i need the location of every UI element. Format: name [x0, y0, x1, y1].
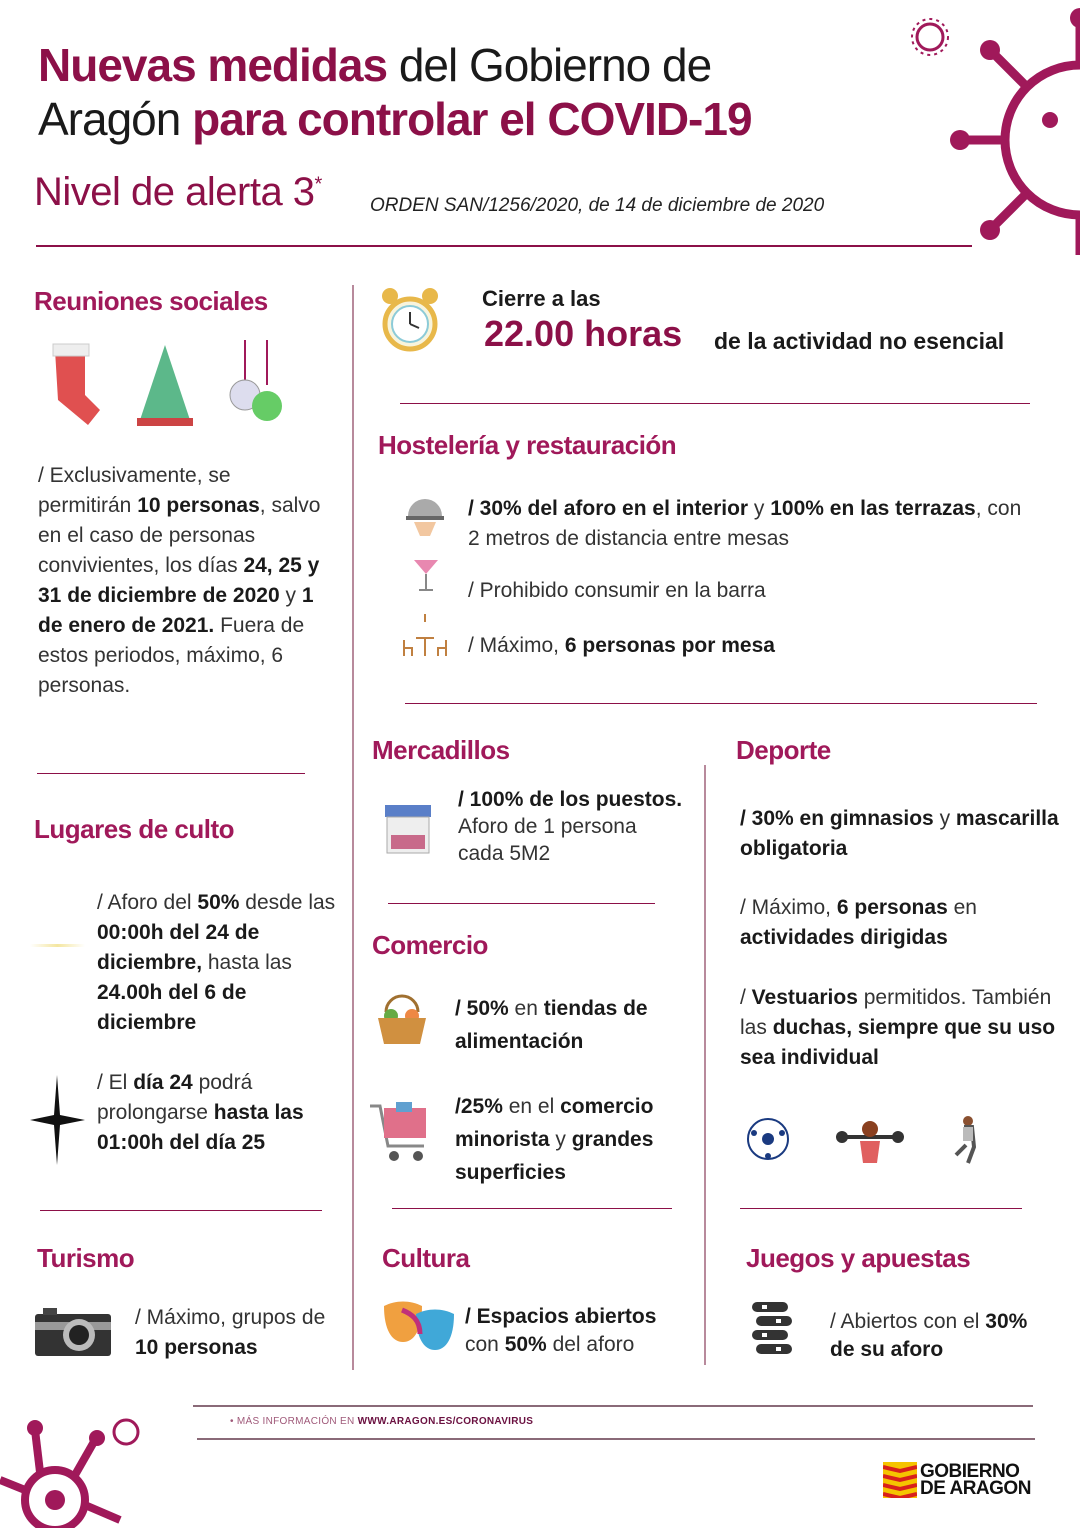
more-info-label: MÁS INFORMACIÓN EN: [236, 1416, 358, 1427]
alert-level: [34, 170, 322, 215]
bold-text-segment: / 50%: [455, 997, 509, 1020]
turismo-text: [135, 1303, 335, 1363]
theater-masks-icon: [382, 1300, 457, 1355]
more-info: • MÁS INFORMACIÓN EN WWW.ARAGON.ES/CORONAVIRUS: [230, 1416, 534, 1427]
cocktail-glass-icon: [412, 550, 440, 595]
bold-text-segment: / Espacios abiertos: [465, 1305, 657, 1328]
logo-line-2: DE ARAGON: [920, 1478, 1031, 1499]
hosteleria-item-3: [468, 631, 1028, 661]
bold-text-segment: / 100% de los puestos.: [458, 788, 683, 811]
shopping-cart-icon: [368, 1100, 432, 1166]
reuniones-text: [38, 461, 328, 701]
bold-text-segment: 100% en las terrazas: [770, 497, 976, 520]
bold-text-segment: / 30% en gimnasios: [740, 807, 934, 830]
christmas-decorations-icon: [45, 340, 290, 430]
section-heading-cultura: Cultura: [382, 1243, 470, 1273]
bold-text-segment: 00:00h del 24 de diciembre,: [97, 921, 260, 974]
divider: [388, 903, 655, 904]
gobierno-aragon-logo: [883, 1462, 1031, 1498]
virus-decoration-icon: [940, 0, 1080, 260]
comercio-item-2: [455, 1090, 695, 1189]
light-glow-icon: [30, 944, 85, 947]
bold-text-segment: 1 de enero de 2021.: [38, 584, 314, 637]
logo-line-1: GOBIERNO: [920, 1461, 1020, 1482]
alert-level-text: Nivel de alerta 3: [34, 170, 315, 214]
deporte-item-3: [740, 983, 1060, 1073]
bold-text-segment: / 30% del aforo en el interior: [468, 497, 749, 520]
text-segment: del aforo: [546, 1333, 635, 1356]
text-segment: / Máximo,: [468, 634, 565, 657]
text-segment: / Aforo del: [97, 891, 198, 914]
star-sparkle-icon: [30, 1075, 85, 1165]
hosteleria-item-2: [468, 576, 1028, 606]
deporte-item-1: [740, 804, 1060, 864]
camera-icon: [35, 1308, 111, 1356]
section-heading-juegos: Juegos y apuestas: [746, 1243, 971, 1273]
table-chairs-icon: [400, 612, 450, 660]
bold-text-segment: para controlar el COVID-19: [192, 93, 752, 145]
column-divider: [352, 285, 354, 1370]
text-segment: con: [465, 1333, 505, 1356]
weightlifter-icon: [836, 1121, 904, 1163]
section-heading-culto: Lugares de culto: [34, 814, 235, 844]
text-segment: desde las: [239, 891, 336, 914]
alert-footnote-mark: *: [314, 173, 322, 196]
section-heading-comercio: Comercio: [372, 930, 488, 960]
deporte-item-2: [740, 893, 1060, 953]
bold-text-segment: tiendas de alimentación: [455, 997, 648, 1053]
market-stall-icon: [383, 803, 433, 855]
bold-text-segment: 10 personas: [135, 1336, 258, 1359]
text-segment: / Máximo,: [740, 896, 837, 919]
order-reference: ORDEN SAN/1256/2020, de 14 de diciembre de 2020: [370, 195, 825, 216]
bold-text-segment: 24.00h del 6 de diciembre: [97, 981, 247, 1034]
bold-text-segment: duchas, siempre que su uso sea individual: [740, 1016, 1056, 1069]
bold-text-segment: 50%: [504, 1333, 547, 1356]
text-segment: en: [947, 896, 977, 919]
text-segment: / Exclusivamente, se permitirán: [38, 464, 231, 517]
section-heading-hosteleria: Hostelería y restauración: [378, 430, 677, 460]
comercio-item-1: [455, 992, 695, 1058]
column-divider: [704, 765, 706, 1365]
bold-text-segment: /25%: [455, 1095, 503, 1118]
section-heading-turismo: Turismo: [37, 1243, 135, 1273]
page-title: [38, 38, 752, 146]
text-segment: podrá prolongarse: [97, 1071, 253, 1124]
text-segment: , salvo en el caso de personas convivientes, los días: [38, 494, 321, 577]
divider: [197, 1438, 1035, 1440]
text-segment: y: [279, 584, 302, 607]
title-line-1: [38, 38, 752, 92]
sports-icons: [746, 1115, 986, 1170]
divider: [740, 1208, 1022, 1209]
divider: [40, 1210, 322, 1211]
divider: [392, 1208, 672, 1209]
poker-chips-icon: [750, 1300, 794, 1358]
section-heading-reuniones: Reuniones sociales: [34, 286, 268, 316]
serving-cloche-icon: [404, 492, 446, 538]
text-segment: / Abiertos con el: [830, 1310, 986, 1333]
text-segment: / Máximo, grupos de: [135, 1306, 326, 1329]
small-virus-icon: [905, 15, 955, 60]
grocery-basket-icon: [376, 992, 428, 1046]
hosteleria-item-1: [468, 494, 1038, 554]
divider: [36, 245, 972, 247]
bold-text-segment: día 24: [133, 1071, 193, 1094]
bold-text-segment: 50%: [197, 891, 240, 914]
bold-text-segment: Vestuarios: [751, 986, 858, 1009]
text-segment: en: [508, 997, 544, 1020]
bold-text-segment: 6 personas: [836, 896, 948, 919]
text-segment: Fuera de estos periodos, máximo, 6 personas.: [38, 614, 305, 697]
culto-item-2: [97, 1068, 337, 1158]
text-segment: del Gobierno de: [387, 39, 712, 91]
divider: [37, 773, 305, 774]
soccer-ball-icon: [748, 1119, 788, 1159]
divider: [400, 403, 1030, 404]
bold-text-segment: mascarilla obligatoria: [740, 807, 1059, 860]
runner-icon: [956, 1116, 974, 1163]
divider: [405, 703, 1037, 704]
culto-item-1: [97, 888, 347, 1038]
text-segment: , con 2 metros de distancia entre mesas: [468, 497, 1022, 550]
title-line-2: [38, 92, 752, 146]
text-segment: permitidos. También las: [740, 986, 1052, 1039]
bold-text-segment: hasta las 01:00h del día 25: [97, 1101, 304, 1154]
divider: [193, 1405, 1033, 1407]
juegos-text: [830, 1308, 1030, 1364]
cierre-label: Cierre a las: [482, 286, 601, 311]
bold-text-segment: comercio minorista: [455, 1095, 654, 1151]
text-segment: en el: [502, 1095, 561, 1118]
text-segment: / Prohibido consumir en la barra: [468, 579, 766, 602]
section-heading-deporte: Deporte: [736, 735, 831, 765]
mercadillos-text: [458, 786, 683, 867]
text-segment: Aragón: [38, 93, 193, 145]
bold-text-segment: 30% de su aforo: [830, 1310, 1028, 1361]
bold-text-segment: Nuevas medidas: [38, 39, 388, 91]
text-segment: hasta las: [202, 951, 292, 974]
cierre-time: 22.00 horas: [484, 313, 683, 354]
text-segment: Aforo de 1 persona cada 5M2: [458, 815, 637, 865]
cultura-text: [465, 1303, 695, 1359]
text-segment: y: [748, 497, 771, 520]
bold-text-segment: 10 personas: [137, 494, 260, 517]
text-segment: / El: [97, 1071, 134, 1094]
cierre-description: de la actividad no esencial: [714, 328, 1005, 354]
text-segment: /: [740, 986, 752, 1009]
bold-text-segment: actividades dirigidas: [740, 926, 948, 949]
alarm-clock-icon: [380, 284, 440, 356]
bold-text-segment: 6 personas por mesa: [564, 634, 775, 657]
bold-text-segment: 24, 25 y 31 de diciembre de 2020: [38, 554, 320, 607]
section-heading-mercadillos: Mercadillos: [372, 735, 510, 765]
virus-decoration-icon: [0, 1410, 150, 1528]
text-segment: y: [933, 807, 956, 830]
text-segment: y: [549, 1128, 572, 1151]
bold-text-segment: grandes superficies: [455, 1128, 654, 1184]
more-info-link[interactable]: WWW.ARAGON.ES/CORONAVIRUS: [357, 1416, 534, 1427]
aragon-flag-icon: [883, 1462, 917, 1498]
